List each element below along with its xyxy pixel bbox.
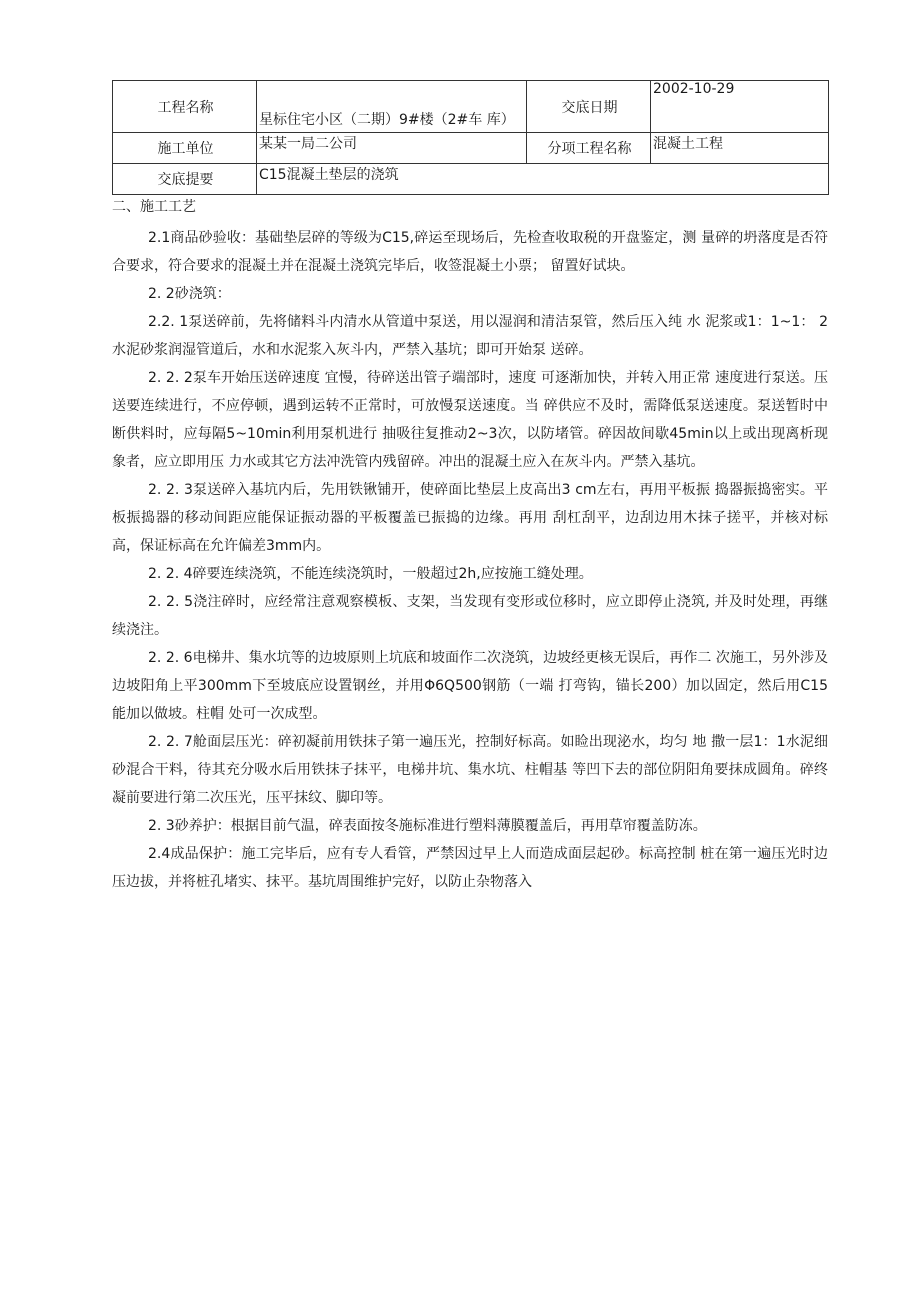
- disclosure-header-table: [112, 80, 829, 195]
- sub-project-value: 混凝土工程: [651, 133, 829, 164]
- paragraph: 2.1商品砂验收：基础垫层碎的等级为C15,碎运至现场后，先检查收取税的开盘鉴定，测 量碎的坍落度是否符合要求，符合要求的混凝土并在混凝土浇筑完毕后，收签混凝土小票； 留置好试块。: [112, 230, 828, 274]
- table-row: [113, 133, 829, 164]
- summary-label: 交底提要: [113, 164, 257, 195]
- paragraph: 2. 2. 6电梯井、集水坑等的边坡原则上坑底和坡面作二次浇筑，边坡经更核无误后，再作二 次施工，另外涉及边坡阳角上平300mm下至坡底应设置钢丝，并用Φ6Q500钢筋（一端 打弯钩，锚长200）加以固定，然后用C15能加以做坡。柱帽 处可一次成型。: [112, 650, 828, 722]
- paragraph: 2. 2. 7舱面层压光：碎初凝前用铁抹子第一遍压光，控制好标高。如睑出现泌水，均匀 地 撒一层1：1水泥细砂混合干料，待其充分吸水后用铁抹子抹平，电梯井坑、集水坑、柱帽基 等凹下去的部位阴阳角要抹成圆角。碎终凝前要进行第二次压光，压平抹纹、脚印等。: [112, 734, 828, 806]
- paragraph: 2.4成品保护：施工完毕后，应有专人看管，严禁因过早上人而造成面层起砂。标高控制 桩在第一遍压光时边压边拔，并将桩孔堵实、抹平。基坑周围维护完好，以防止杂物落入: [112, 846, 828, 890]
- paragraph: 2. 2. 5浇注碎时，应经常注意观察模板、支架，当发现有变形或位移时，应立即停止浇筑, 并及时处理，再继续浇注。: [112, 594, 828, 638]
- paragraph: 2. 2砂浇筑：: [148, 286, 231, 302]
- paragraph: 2.2. 1泵送碎前，先将储料斗内清水从管道中泵送，用以湿润和清洁泵管，然后压入纯 水 泥浆或1：1~1： 2水泥砂浆润湿管道后，水和水泥浆入灰斗内，严禁入基坑；即可开始泵 送碎。: [112, 314, 828, 358]
- table-row: [113, 81, 829, 133]
- paragraph: 2. 2. 2泵车开始压送碎速度 宜慢，待碎送出管子端部时，速度 可逐渐加快，并转入用正常 速度进行泵送。压送要连续进行，不应停顿，遇到运转不正常时，可放慢泵送速度。当 碎供应不及时，需降低泵送速度。泵送暂时中断供料时，应每隔5~10min利用泵机进行 抽吸往复推动2~3次，以防堵管。碎因故间歇45min以上或出现离析现象者，应立即用压 力水或其它方法冲洗管内残留碎。冲出的混凝土应入在灰斗内。严禁入基坑。: [112, 370, 828, 470]
- summary-value: C15混凝土垫层的浇筑: [257, 164, 829, 195]
- construction-unit-label: 施工单位: [113, 133, 257, 164]
- table-row: [113, 164, 829, 195]
- paragraph: 2. 2. 3泵送碎入基坑内后，先用铁锹铺开，使碎面比垫层上皮高出3 cm左右，再用平板振 捣器振捣密实。平板振捣器的移动间距应能保证振动器的平板覆盖已振捣的边缘。再用 刮杠刮平，边刮边用木抹子搓平，并核对标高，保证标高在允许偏差3mm内。: [112, 482, 828, 554]
- construction-unit-value: 某某一局二公司: [257, 133, 527, 164]
- paragraph: 2. 3砂养护：根据目前气温，碎表面按冬施标准进行塑料薄膜覆盖后，再用草帘覆盖防冻。: [148, 818, 707, 834]
- body-text: [112, 224, 828, 896]
- date-label: 交底日期: [527, 81, 651, 133]
- sub-project-label: 分项工程名称: [527, 133, 651, 164]
- project-name-label: 工程名称: [113, 81, 257, 133]
- date-value: 2002-10-29: [651, 81, 829, 133]
- project-name-value: 星标住宅小区（二期）9#楼（2#车 库）: [257, 81, 527, 133]
- section-title: 二、施工工艺: [112, 199, 196, 215]
- paragraph: 2. 2. 4碎要连续浇筑，不能连续浇筑时，一般超过2h,应按施工缝处理。: [148, 566, 593, 582]
